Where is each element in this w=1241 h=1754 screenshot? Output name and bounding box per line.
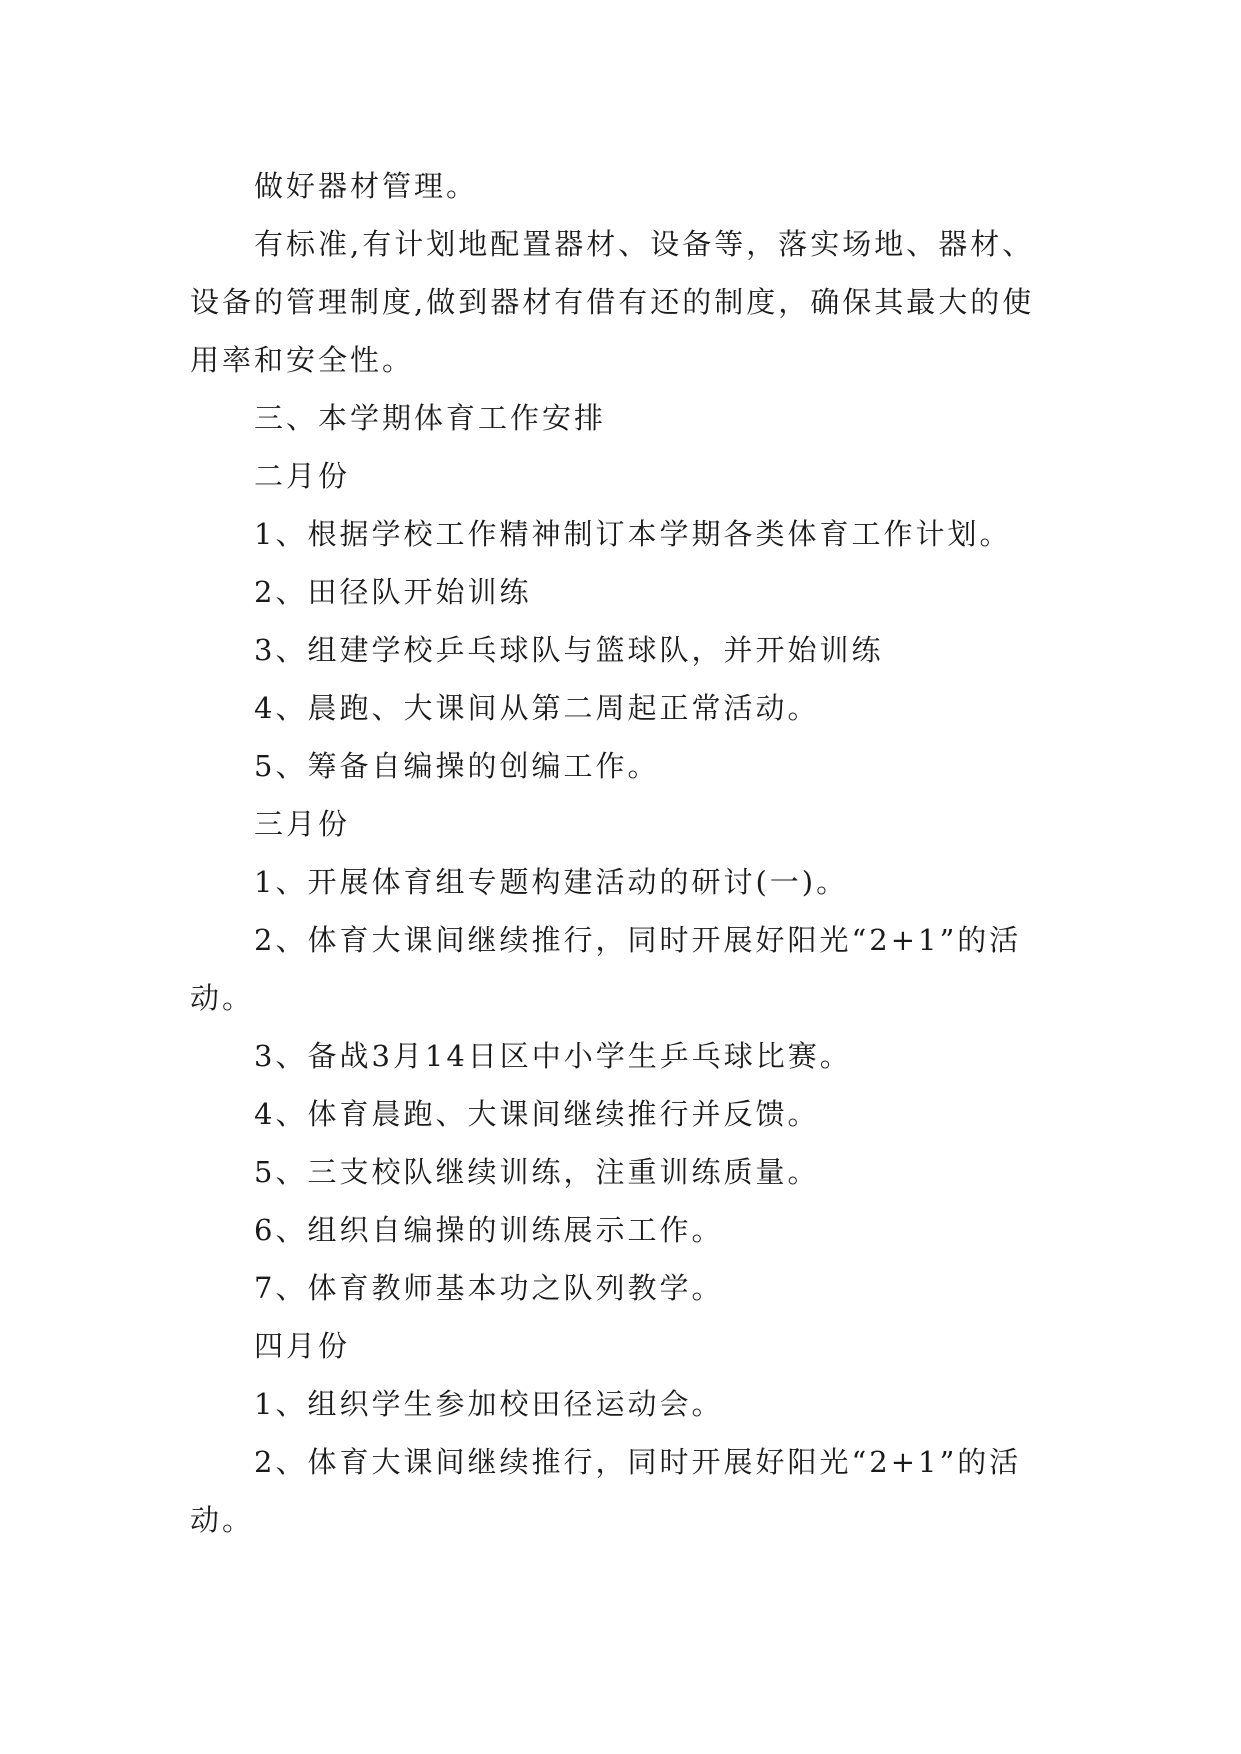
list-item: 2、体育大课间继续推行，同时开展好阳光“2+1”的活动。 bbox=[190, 923, 1022, 1015]
section-heading: 三、本学期体育工作安排 bbox=[254, 401, 607, 435]
list-item: 7、体育教师基本功之队列教学。 bbox=[254, 1271, 724, 1305]
list-item: 5、筹备自编操的创编工作。 bbox=[254, 749, 660, 783]
list-item: 3、备战3月14日区中小学生乒乓球比赛。 bbox=[254, 1039, 852, 1073]
list-item: 2、田径队开始训练 bbox=[254, 575, 532, 609]
month-heading-march: 三月份 bbox=[254, 807, 351, 841]
list-item: 1、根据学校工作精神制订本学期各类体育工作计划。 bbox=[254, 517, 1012, 551]
list-item: 5、三支校队继续训练，注重训练质量。 bbox=[254, 1155, 820, 1189]
list-item: 1、组织学生参加校田径运动会。 bbox=[254, 1387, 724, 1421]
list-item: 3、组建学校乒乓球队与篮球队，并开始训练 bbox=[254, 633, 884, 667]
list-item: 4、体育晨跑、大课间继续推行并反馈。 bbox=[254, 1097, 820, 1131]
list-item: 1、开展体育组专题构建活动的研讨(一)。 bbox=[254, 865, 849, 899]
paragraph: 有标准,有计划地配置器材、设备等，落实场地、器材、设备的管理制度,做到器材有借有还的制度，确保其最大的使用率和安全性。 bbox=[190, 227, 1035, 377]
list-item: 2、体育大课间继续推行，同时开展好阳光“2+1”的活动。 bbox=[190, 1445, 1022, 1537]
month-heading-april: 四月份 bbox=[254, 1329, 351, 1363]
paragraph: 做好器材管理。 bbox=[254, 169, 479, 203]
list-item: 6、组织自编操的训练展示工作。 bbox=[254, 1213, 724, 1247]
month-heading-february: 二月份 bbox=[254, 459, 351, 493]
document-body bbox=[190, 157, 1050, 1549]
list-item: 4、晨跑、大课间从第二周起正常活动。 bbox=[254, 691, 820, 725]
